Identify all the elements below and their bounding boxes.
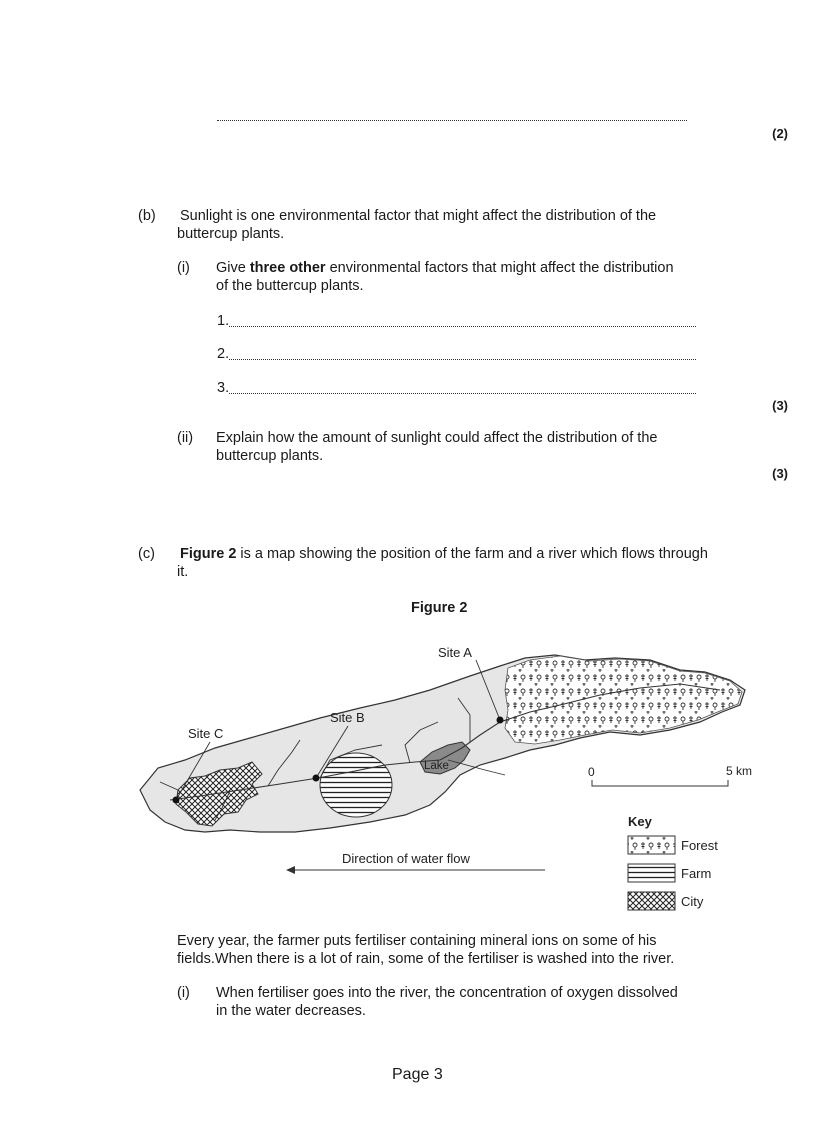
answer-1-number: 1. [217, 313, 230, 329]
part-c-i-label: (i) [177, 985, 190, 1001]
part-b-i-text-bold: three other [249, 260, 326, 276]
part-c-para-line1: Every year, the farmer puts fertiliser containing mineral ions on some of his [177, 933, 657, 949]
answer-2-number: 2. [217, 346, 230, 362]
key-city-label: City [681, 894, 704, 909]
key-forest-swatch [628, 836, 675, 854]
scale-start: 0 [588, 765, 595, 779]
farm-area [320, 753, 392, 817]
site-b-label: Site B [330, 710, 365, 725]
site-a-label: Site A [438, 645, 472, 660]
part-b-i-label: (i) [177, 260, 190, 276]
part-c-i-line1: When fertiliser goes into the river, the concentration of oxygen dissolved [216, 985, 678, 1001]
key-title: Key [628, 814, 652, 829]
part-b-label: (b) [138, 208, 156, 224]
scale-end: 5 km [726, 764, 753, 778]
part-c-intro-line2: it. [177, 564, 189, 580]
page-number: Page 3 [392, 1066, 443, 1083]
part-c-para-line2: fields.When there is a lot of rain, some of the fertiliser is washed into the river. [177, 951, 675, 967]
part-b-ii-line2: buttercup plants. [216, 448, 324, 464]
site-b-marker [313, 775, 320, 782]
part-b-intro-line1: Sunlight is one environmental factor that might affect the distribution of the [180, 208, 657, 224]
part-b-intro-line2: buttercup plants. [177, 226, 285, 242]
part-b-i-text-pre: Give [216, 260, 250, 276]
flow-label: Direction of water flow [342, 851, 470, 866]
part-c-intro-bold: Figure 2 [180, 546, 237, 562]
key-farm-label: Farm [681, 866, 712, 881]
part-c-i-line2: in the water decreases. [216, 1003, 366, 1019]
part-c-label: (c) [138, 546, 155, 562]
site-c-marker [173, 797, 180, 804]
site-c-label: Site C [188, 726, 224, 741]
site-a-marker [497, 717, 504, 724]
forest-region [505, 656, 742, 744]
figure-title: Figure 2 [411, 600, 468, 616]
part-b-ii-label: (ii) [177, 430, 194, 446]
key-forest-label: Forest [681, 838, 718, 853]
part-b-i-line2: of the buttercup plants. [216, 278, 364, 294]
marks-b-ii: (3) [772, 466, 788, 481]
answer-3-number: 3. [217, 380, 230, 396]
key-city-swatch [628, 892, 675, 910]
marks-b-i: (3) [772, 398, 788, 413]
key-farm-swatch [628, 864, 675, 882]
part-b-ii-line1: Explain how the amount of sunlight could affect the distribution of the [216, 430, 658, 446]
part-c-intro-rest: is a map showing the position of the farm and a river which flows through [236, 546, 708, 562]
flow-arrowhead [286, 866, 295, 874]
marks-a: (2) [772, 126, 788, 141]
lake-label: Lake [424, 760, 449, 772]
scale-bar [592, 780, 728, 786]
part-b-i-text-post: environmental factors that might affect the distribution [325, 260, 674, 276]
